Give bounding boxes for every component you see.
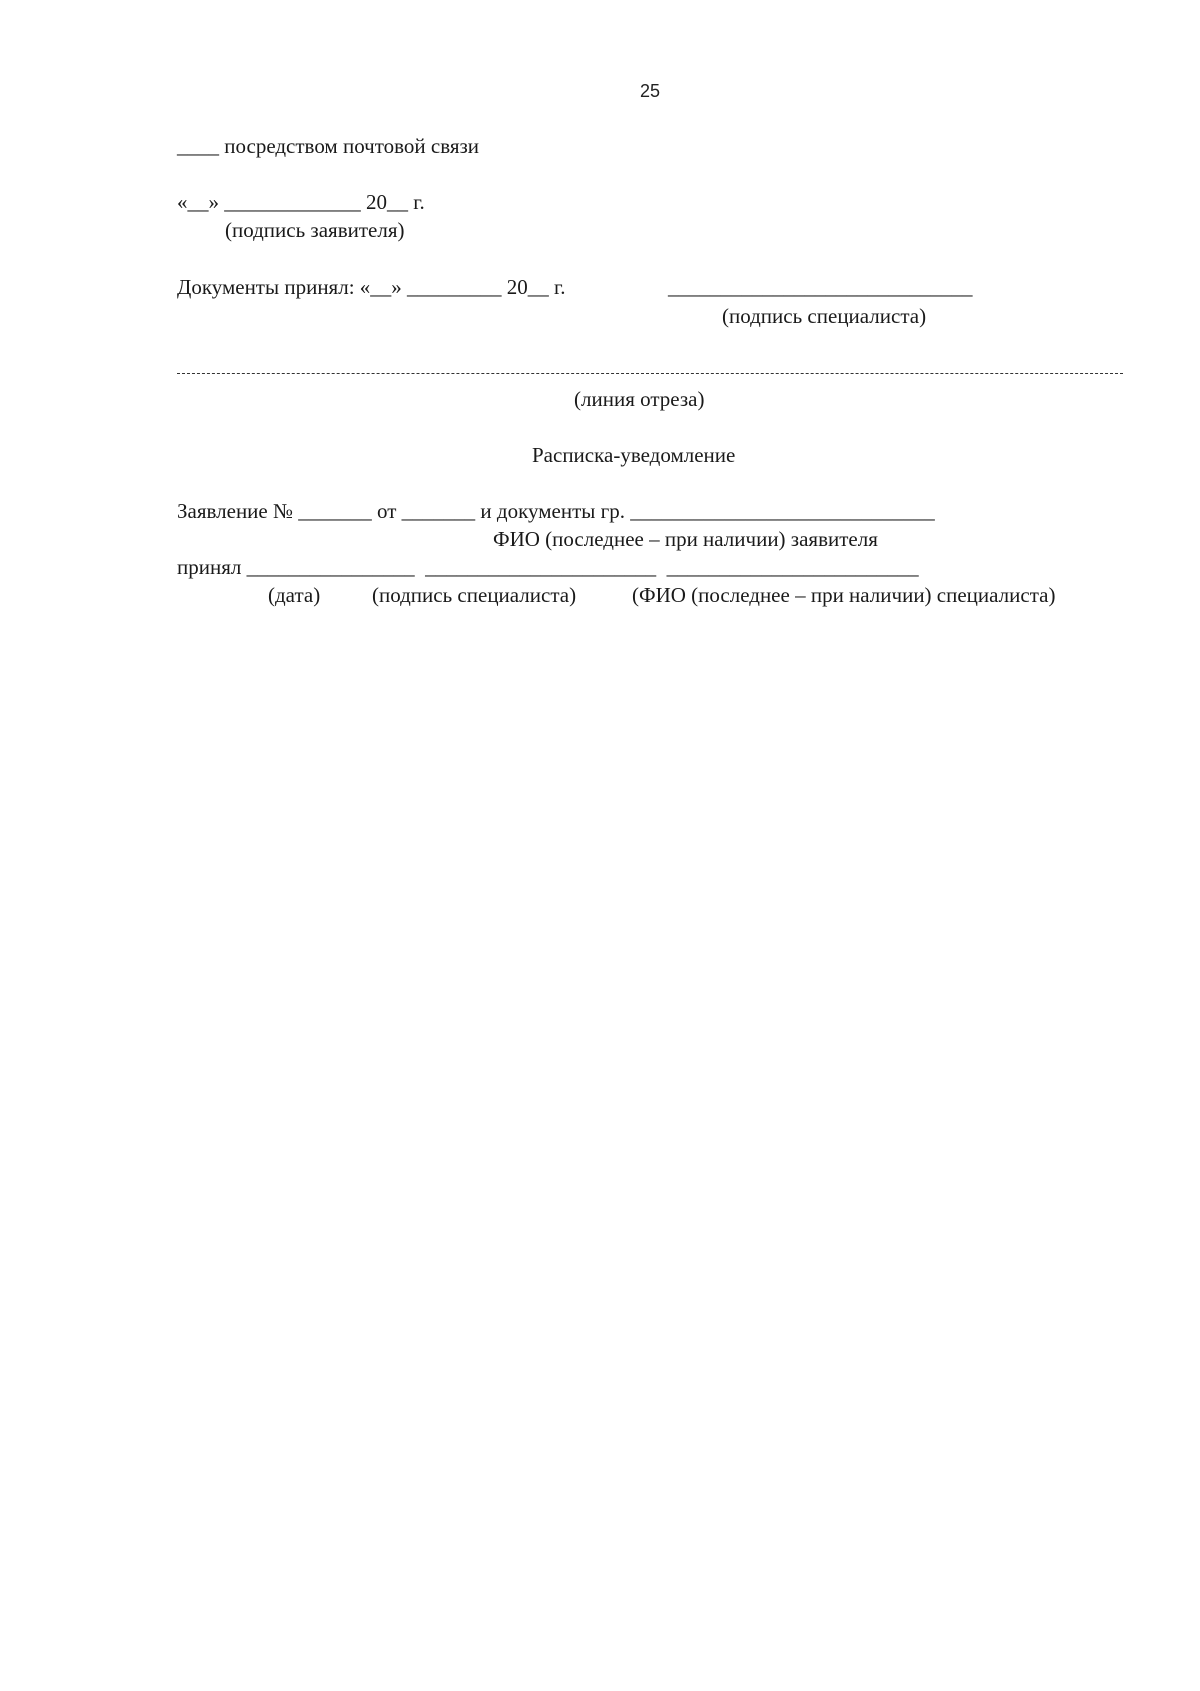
specialist-signature-caption-2: (подпись специалиста) [372,583,577,607]
cut-line-caption: (линия отреза) [574,387,705,411]
application-line: Заявление № _______ от _______ и документы гр. _____________________________ [177,499,935,523]
documents-accepted-line: Документы принял: «__» _________ 20__ г. [177,275,566,299]
specialist-signature-caption: (подпись специалиста) [722,304,927,328]
specialist-name-caption: (ФИО (последнее – при наличии) специалиста) [632,583,1056,607]
date-caption: (дата) [268,583,321,607]
specialist-signature-blank: _____________________________ [668,275,973,299]
page-number: 25 [640,81,661,101]
accepted-by-line: принял ________________ ______________________ ________________________ [177,555,919,579]
applicant-date-line: «__» _____________ 20__ г. [177,190,425,214]
cut-line [177,373,1123,374]
applicant-signature-caption: (подпись заявителя) [225,218,405,242]
delivery-option-line: ____ посредством почтовой связи [177,134,480,158]
applicant-name-caption: ФИО (последнее – при наличии) заявителя [493,527,878,551]
receipt-title: Расписка-уведомление [532,443,736,467]
